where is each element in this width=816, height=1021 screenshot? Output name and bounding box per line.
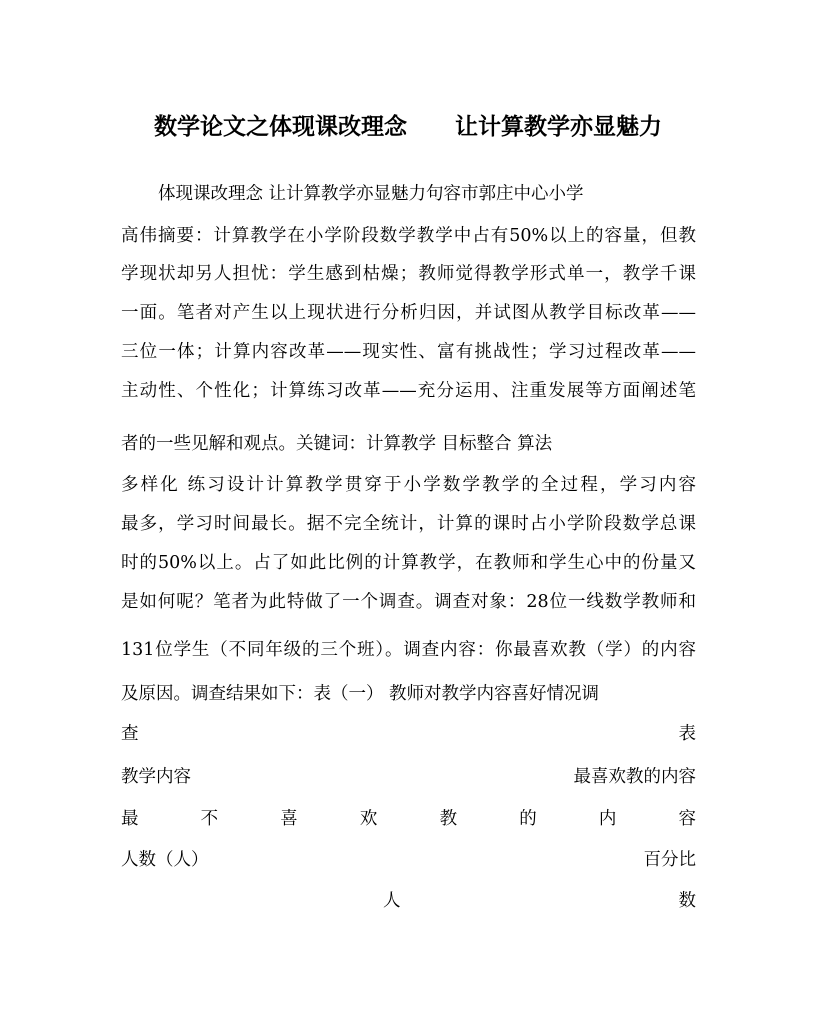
table-cell: 欢 bbox=[359, 809, 378, 829]
paragraph-line-11: 是如何呢？笔者为此特做了一个调查。调查对象：28位一线数学教师和 bbox=[121, 592, 696, 612]
table-cell: 人数（人） bbox=[121, 850, 209, 870]
paragraph-line-7: 者的一些见解和观点。关键词：计算教学 目标整合 算法 bbox=[121, 434, 553, 454]
table-row-5 bbox=[121, 893, 696, 913]
paragraph-line-9: 最多，学习时间最长。据不完全统计，计算的课时占小学阶段数学总课 bbox=[121, 514, 696, 534]
table-cell: 内 bbox=[598, 809, 617, 829]
table-cell: 人 bbox=[383, 891, 401, 911]
paragraph-line-2: 高伟摘要：计算教学在小学阶段数学教学中占有50%以上的容量，但教 bbox=[121, 226, 696, 246]
table-cell: 教 bbox=[439, 809, 458, 829]
paragraph-line-12: 131位学生（不同年级的三个班）。调查内容：你最喜欢教（学）的内容 bbox=[121, 640, 696, 660]
table-cell: 不 bbox=[200, 809, 219, 829]
paragraph-line-1: 体现课改理念 让计算教学亦显魅力句容市郭庄中心小学 bbox=[158, 184, 584, 204]
table-cell: 最 bbox=[121, 809, 139, 829]
table-row-2 bbox=[121, 769, 696, 787]
table-row-3 bbox=[121, 811, 696, 829]
table-row-4 bbox=[121, 852, 696, 870]
table-cell: 教学内容 bbox=[121, 767, 191, 787]
paragraph-line-3: 学现状却另人担忧：学生感到枯燥；教师觉得教学形式单一，教学千课 bbox=[121, 264, 696, 284]
table-cell: 查 bbox=[121, 724, 139, 744]
paragraph-line-5: 三位一体；计算内容改革——现实性、富有挑战性；学习过程改革—— bbox=[121, 342, 696, 362]
table-cell: 喜 bbox=[280, 809, 298, 829]
paragraph-line-13: 及原因。调查结果如下：表（一） 教师对教学内容喜好情况调 bbox=[121, 684, 600, 704]
table-cell: 百分比 bbox=[643, 850, 696, 870]
paragraph-line-8: 多样化 练习设计计算教学贯穿于小学数学教学的全过程，学习内容 bbox=[121, 475, 696, 495]
paragraph-line-6: 主动性、个性化；计算练习改革——充分运用、注重发展等方面阐述笔 bbox=[121, 381, 696, 401]
paragraph-line-10: 时的50%以上。占了如此比例的计算教学，在教师和学生心中的份量又 bbox=[121, 553, 696, 573]
table-row-1 bbox=[121, 726, 696, 744]
table-cell: 数 bbox=[678, 891, 696, 911]
table-cell: 最喜欢教的内容 bbox=[573, 767, 696, 787]
document-title: 数学论文之体现课改理念 让计算教学亦显魅力 bbox=[153, 114, 663, 140]
paragraph-line-4: 一面。笔者对产生以上现状进行分析归因，并试图从教学目标改革—— bbox=[121, 303, 696, 323]
table-cell: 的 bbox=[519, 809, 537, 829]
table-cell: 容 bbox=[678, 809, 696, 829]
table-cell: 表 bbox=[678, 724, 696, 744]
